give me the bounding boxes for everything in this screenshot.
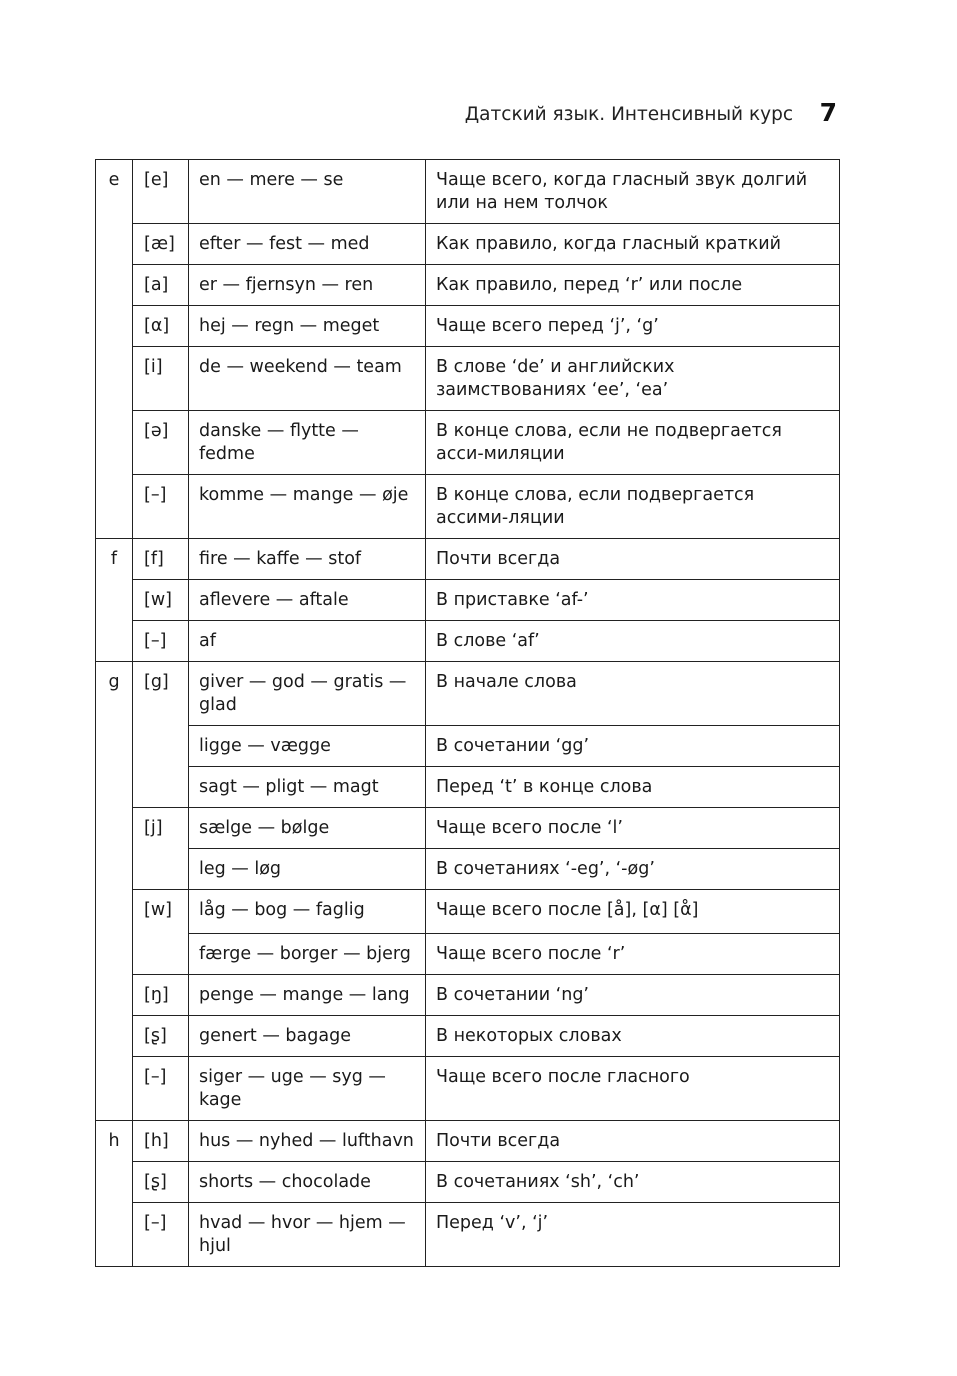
examples-cell: aflevere — aftale [189,580,426,621]
rule-cell: В приставке ‘af-’ [426,580,840,621]
examples-cell: sagt — pligt — magt [189,767,426,808]
rule-cell: В некоторых словах [426,1016,840,1057]
ipa-cell: [–] [133,1057,189,1121]
ipa-cell: [e] [133,160,189,224]
table-row [96,580,840,621]
ipa-cell: [æ] [133,224,189,265]
table-row [96,726,840,767]
ipa-cell: [ʂ] [133,1162,189,1203]
running-header [0,98,957,132]
examples-cell: låg — bog — faglig [189,890,426,934]
table-row [96,1203,840,1267]
rule-cell: Как правило, когда гласный краткий [426,224,840,265]
ipa-cell: [w] [133,580,189,621]
page-number: 7 [819,98,837,127]
examples-cell: shorts — chocolade [189,1162,426,1203]
rule-cell: В слове ‘af’ [426,621,840,662]
examples-cell: hvad — hvor — hjem — hjul [189,1203,426,1267]
table-row [96,539,840,580]
table-row [96,621,840,662]
rule-cell: Перед ‘t’ в конце слова [426,767,840,808]
ipa-cell: [f] [133,539,189,580]
letter-cell: f [96,539,133,662]
letter-cell: e [96,160,133,539]
table-row [96,662,840,726]
table-row [96,767,840,808]
table-row [96,849,840,890]
ipa-cell: [–] [133,475,189,539]
ipa-cell: [ʂ] [133,1016,189,1057]
phonetics-table [95,159,840,1267]
table-row [96,1057,840,1121]
table-row [96,1016,840,1057]
ipa-cell: [h] [133,1121,189,1162]
table-row [96,808,840,849]
examples-cell: efter — fest — med [189,224,426,265]
examples-cell: en — mere — se [189,160,426,224]
ipa-cell: [j] [133,808,189,890]
examples-cell: ligge — vægge [189,726,426,767]
ipa-cell: [i] [133,347,189,411]
ipa-cell: [–] [133,621,189,662]
examples-cell: hus — nyhed — lufthavn [189,1121,426,1162]
table-row [96,475,840,539]
examples-cell: fire — kaffe — stof [189,539,426,580]
examples-cell: af [189,621,426,662]
table-row [96,411,840,475]
rule-cell: В конце слова, если не подвергается асси-миляции [426,411,840,475]
rule-cell: Как правило, перед ‘r’ или после [426,265,840,306]
examples-cell: er — fjernsyn — ren [189,265,426,306]
rule-cell: Чаще всего после [å], [α] [α̊] [426,890,840,934]
ipa-cell: [α] [133,306,189,347]
examples-cell: giver — god — gratis — glad [189,662,426,726]
examples-cell: siger — uge — syg — kage [189,1057,426,1121]
examples-cell: sælge — bølge [189,808,426,849]
rule-cell: Почти всегда [426,1121,840,1162]
table-row [96,934,840,975]
table-row [96,890,840,934]
examples-cell: de — weekend — team [189,347,426,411]
rule-cell: Чаще всего перед ‘j’, ‘g’ [426,306,840,347]
table-row [96,975,840,1016]
examples-cell: genert — bagage [189,1016,426,1057]
table-row [96,265,840,306]
rule-cell: В сочетаниях ‘sh’, ‘ch’ [426,1162,840,1203]
examples-cell: hej — regn — meget [189,306,426,347]
ipa-cell: [ə] [133,411,189,475]
letter-cell: h [96,1121,133,1267]
ipa-cell: [g] [133,662,189,808]
rule-cell: В начале слова [426,662,840,726]
examples-cell: leg — løg [189,849,426,890]
book-title: Датский язык. Интенсивный курс [464,104,793,125]
table-row [96,347,840,411]
rule-cell: В сочетании ‘gg’ [426,726,840,767]
table-row [96,224,840,265]
rule-cell: Чаще всего после ‘r’ [426,934,840,975]
examples-cell: færge — borger — bjerg [189,934,426,975]
rule-cell: В сочетаниях ‘-eg’, ‘-øg’ [426,849,840,890]
rule-cell: В конце слова, если подвергается ассими-ляции [426,475,840,539]
ipa-cell: [w] [133,890,189,975]
rule-cell: В сочетании ‘ng’ [426,975,840,1016]
examples-cell: komme — mange — øje [189,475,426,539]
examples-cell: penge — mange — lang [189,975,426,1016]
rule-cell: В слове ‘de’ и английских заимствованиях ‘ee’, ‘ea’ [426,347,840,411]
table-row [96,1162,840,1203]
rule-cell: Перед ‘v’, ‘j’ [426,1203,840,1267]
table-row [96,306,840,347]
rule-cell: Чаще всего, когда гласный звук долгий или на нем толчок [426,160,840,224]
letter-cell: g [96,662,133,1121]
examples-cell: danske — flytte — fedme [189,411,426,475]
rule-cell: Почти всегда [426,539,840,580]
ipa-cell: [–] [133,1203,189,1267]
ipa-cell: [a] [133,265,189,306]
table-row [96,1121,840,1162]
rule-cell: Чаще всего после ‘l’ [426,808,840,849]
ipa-cell: [ŋ] [133,975,189,1016]
table-row [96,160,840,224]
rule-cell: Чаще всего после гласного [426,1057,840,1121]
